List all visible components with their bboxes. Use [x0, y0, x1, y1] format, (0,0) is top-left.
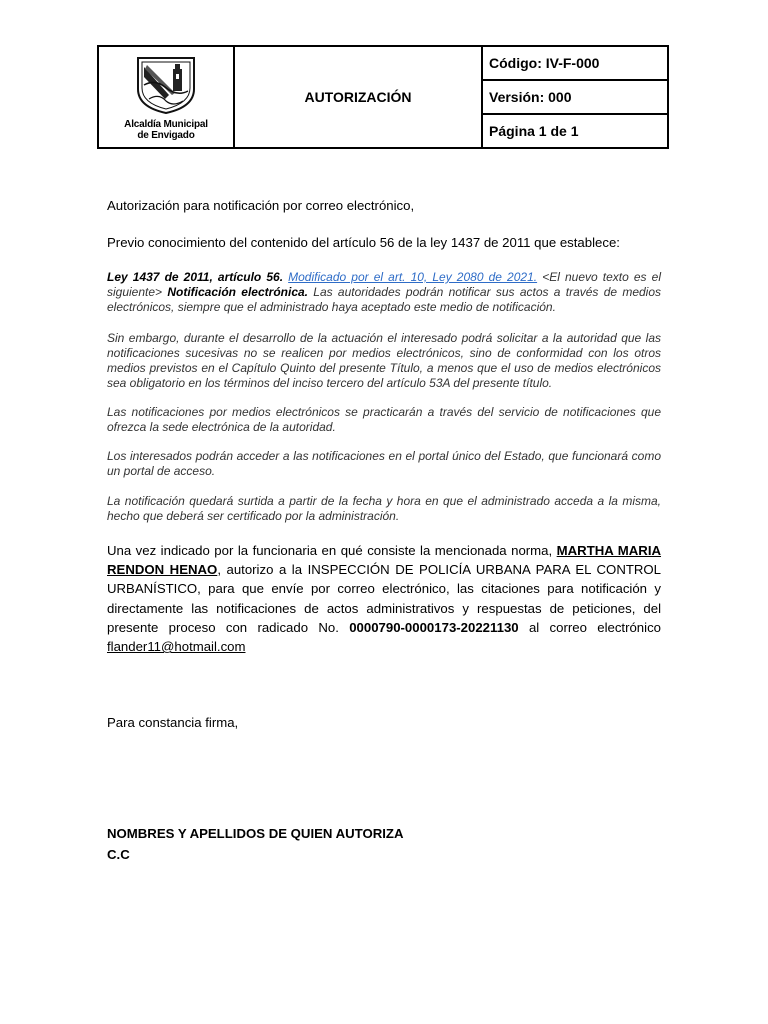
main-text-1: Una vez indicado por la funcionaria en qué consiste la mencionada norma,: [107, 543, 553, 558]
logo-line-1: Alcaldía Municipal: [124, 119, 208, 130]
legal-paragraph-2: Sin embargo, durante el desarrollo de la actuación el interesado podrá solicitar a la autoridad que las notificaciones sucesivas no se realicen por medios electrónicos, sino de conformidad con los otros medios previstos en el Capítulo Quinto del presente Título, a menos que el uso de medios electrónicos sea obligatorio en los términos del inciso tercero del artículo 53A del presente título.: [107, 331, 661, 390]
signature-name-label: NOMBRES Y APELLIDOS DE QUIEN AUTORIZA: [107, 826, 404, 841]
logo-line-2: de Envigado: [137, 130, 195, 141]
legal-paragraph-3: Las notificaciones por medios electrónicos se practicarán a través del servicio de notificaciones que ofrezca la sede electrónica de la autoridad.: [107, 405, 661, 434]
intro-text: Autorización para notificación por correo electrónico,: [107, 198, 415, 213]
legal-paragraph-1: [107, 270, 661, 315]
version-label: Versión: 000: [483, 81, 667, 115]
authorization-paragraph: [107, 541, 661, 656]
municipal-shield-logo: [135, 55, 197, 115]
email-address[interactable]: flander11@hotmail.com: [107, 639, 246, 655]
signature-cc-label: C.C: [107, 847, 130, 862]
logo-text: [124, 119, 208, 141]
funcionaria-name: MARTHA MARIA RENDON HENAO: [107, 543, 662, 578]
modification-link[interactable]: Modificado por el art. 10, Ley 2080 de 2021.: [288, 270, 538, 284]
legal-p1-intro: <El nuevo texto es el siguiente>: [107, 270, 661, 299]
radicado-number: 0000790-0000173-20221130: [349, 619, 519, 635]
legal-reference: Ley 1437 de 2011, artículo 56.: [107, 270, 284, 284]
previo-text: Previo conocimiento del contenido del artículo 56 de la ley 1437 de 2011 que establece:: [107, 235, 620, 250]
pagina-label: Página 1 de 1: [489, 123, 579, 139]
legal-paragraph-4: Los interesados podrán acceder a las notificaciones en el portal único del Estado, que funcionará como un portal de acceso.: [107, 449, 661, 478]
legal-paragraph-5: La notificación quedará surtida a partir de la fecha y hora en que el administrado acceda a la misma, hecho que deberá ser certificado por la administración.: [107, 494, 661, 523]
legal-p1-heading: Notificación electrónica.: [167, 285, 308, 299]
codigo-label: Código: IV-F-000: [483, 47, 667, 81]
document-header: [97, 45, 669, 149]
main-text-2: , autorizo a la INSPECCIÓN DE POLICÍA URBANA PARA EL CONTROL URBANÍSTICO, para que envíe por correo electrónico, las citaciones para notificación y directamente las notificaciones de actos administrativos y respuestas de peticiones, del presente proceso con radicado No.: [107, 562, 662, 635]
constancia-text: Para constancia firma,: [107, 715, 239, 730]
logo-cell: [99, 47, 235, 147]
meta-cell: [483, 47, 667, 147]
main-text-3: al correo electrónico: [528, 619, 662, 635]
legal-p1-text: Las autoridades podrán notificar sus actos a través de medios electrónicos, siempre que el administrado haya aceptado este medio de notificación.: [107, 285, 662, 314]
document-title: AUTORIZACIÓN: [235, 47, 483, 147]
